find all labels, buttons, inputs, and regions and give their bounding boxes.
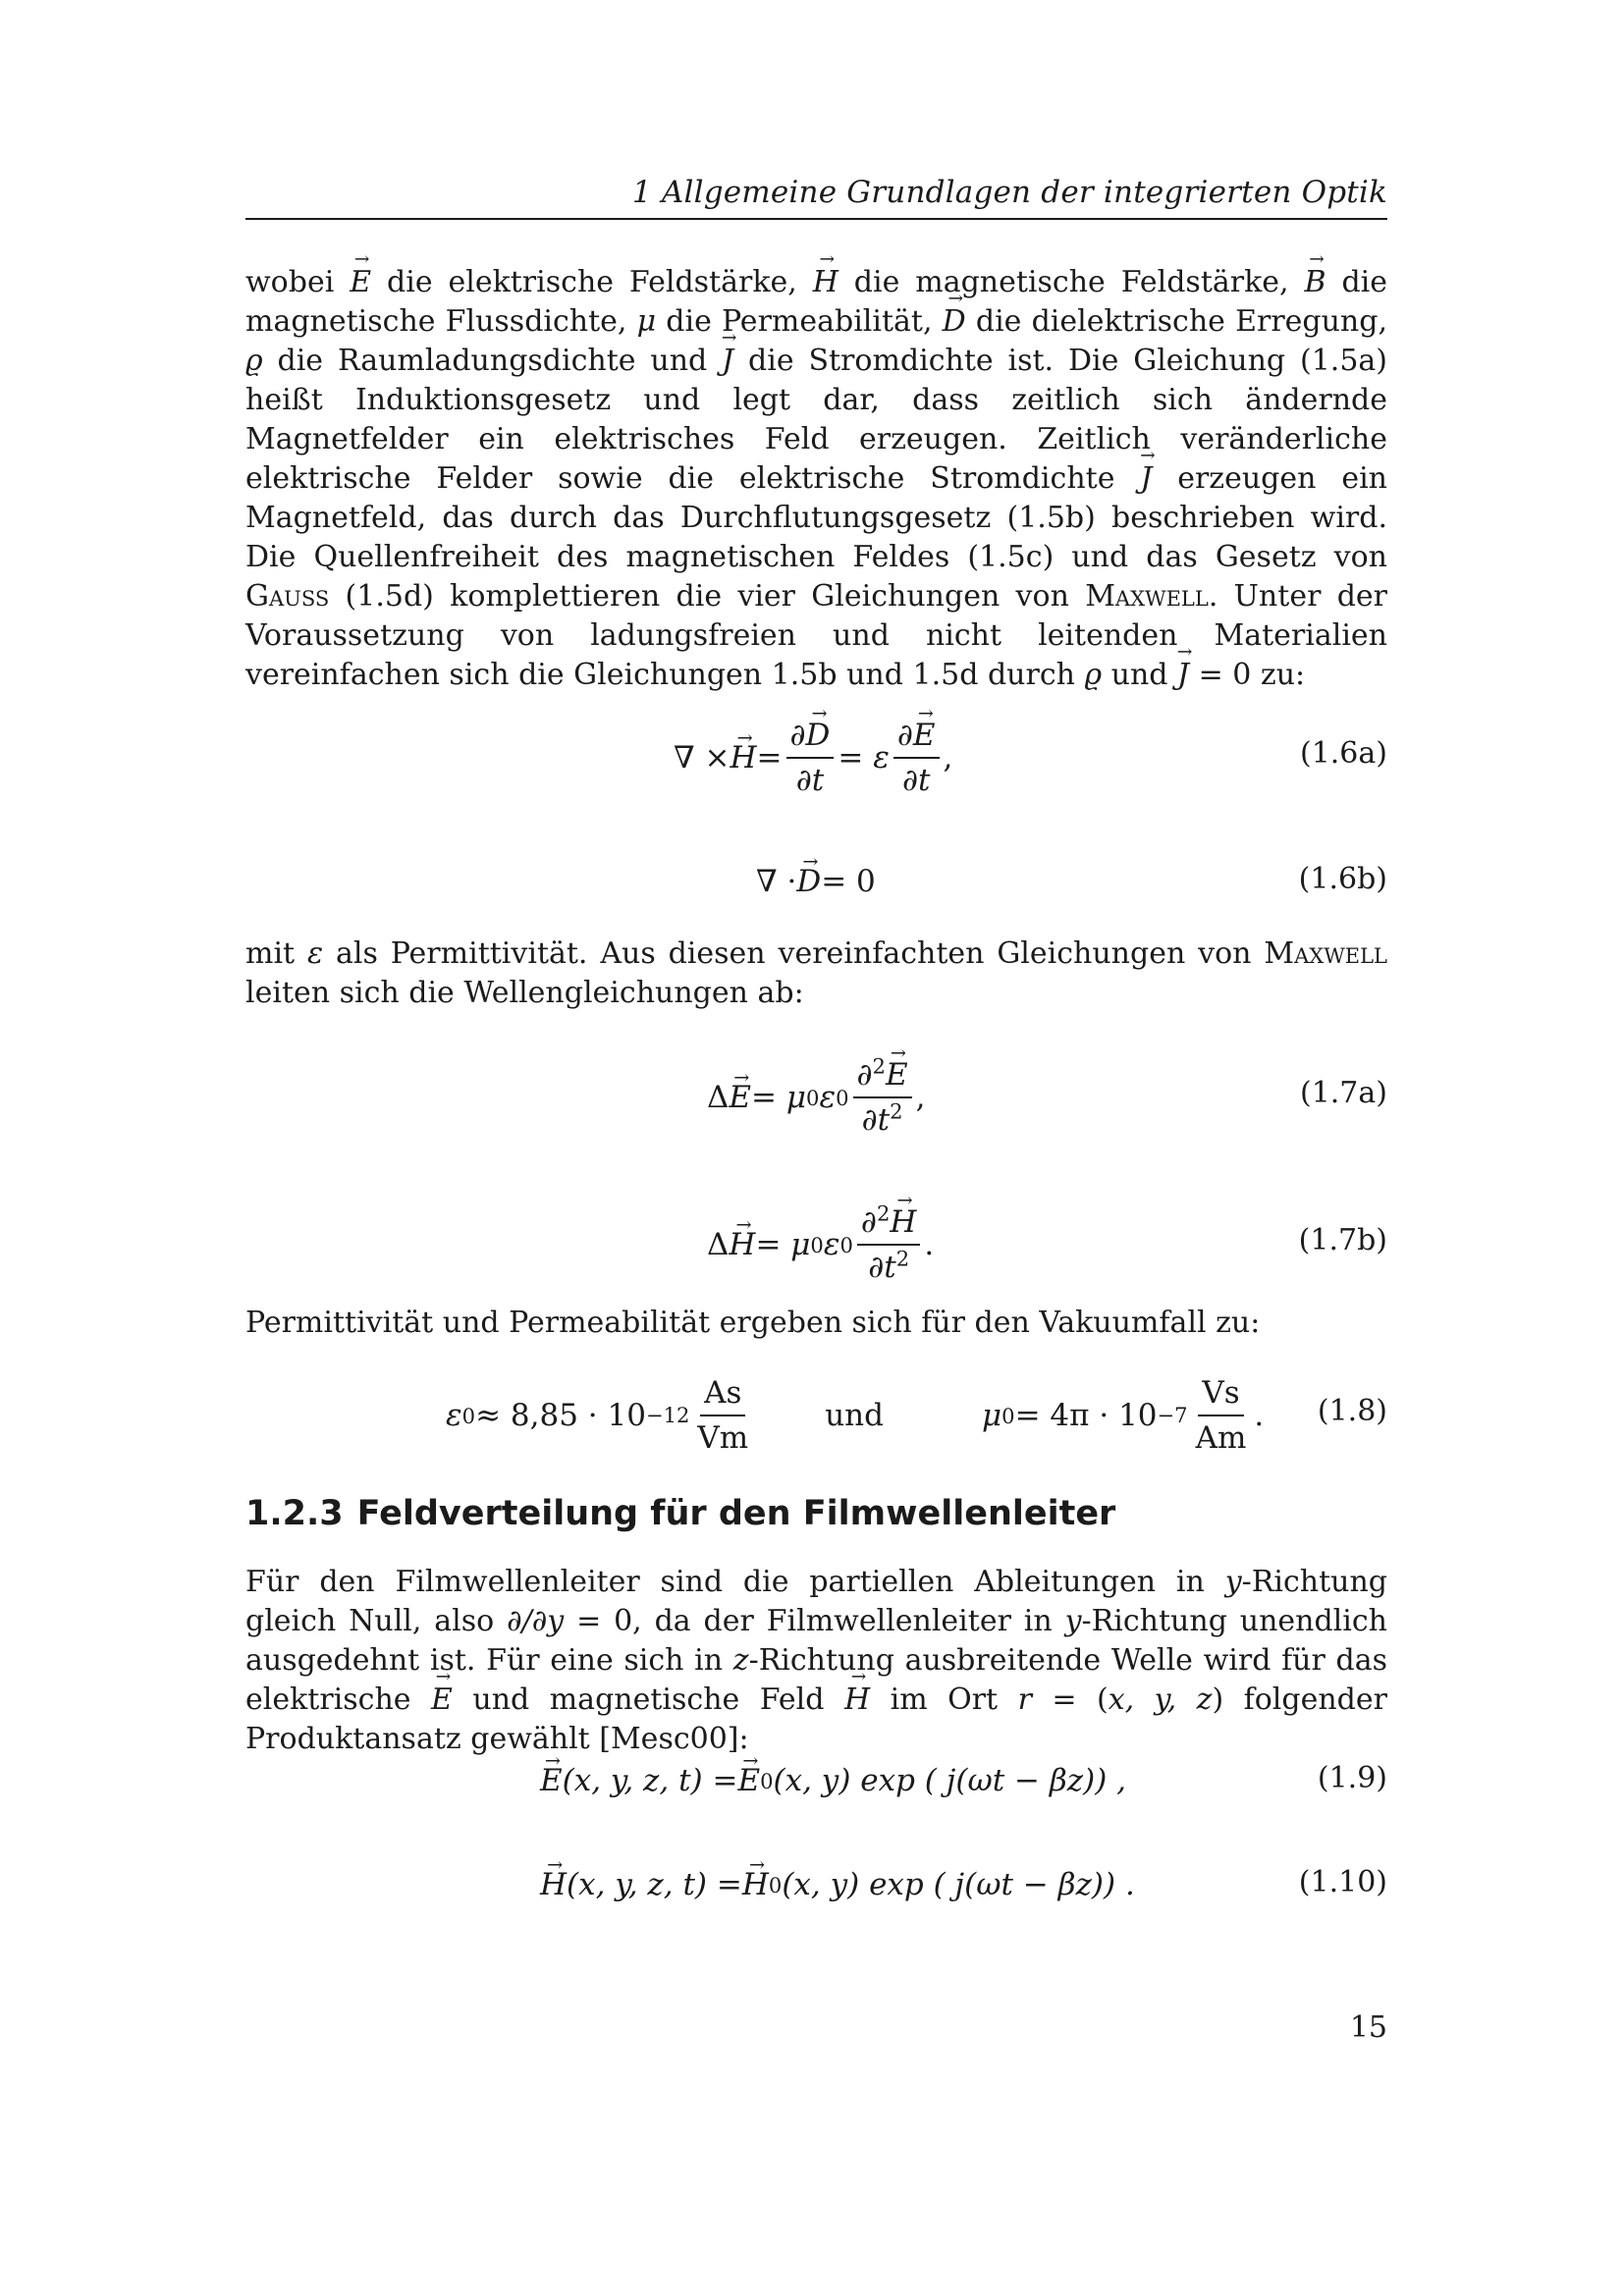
fraction-dE-dt: $\frac{\partial\to E}{\partial t}$ bbox=[893, 716, 940, 800]
equation-number: (1.10) bbox=[1298, 1865, 1387, 1899]
equation-1-7a: Δ → E = μ 0 ε 0 $\frac{\partial^2\to E}{\partial t^2}$ , (1.7a) bbox=[245, 1048, 1387, 1147]
section-heading: 1.2.3 Feldverteilung für den Filmwellenleiter bbox=[245, 1494, 1116, 1533]
equation-1-6b: ∇ · → D = 0 (1.6b) bbox=[245, 860, 1387, 903]
equation-1-6a: ∇ × → H = $\frac{\partial\to D}{\partial t}$ = ε $\frac{\partial\to E}{\partial t}$ , (1.6a) bbox=[245, 709, 1387, 807]
equation-number: (1.8) bbox=[1317, 1394, 1387, 1428]
equation-1-9: → E (x, y, z, t) = → E 0 (x, y) exp ( j(ωt − βz)) , (1.9) bbox=[245, 1757, 1387, 1804]
running-header: 1 Allgemeine Grundlagen der integrierten Optik bbox=[631, 175, 1387, 210]
paragraph-film-waveguide: Für den Filmwellenleiter sind die partiellen Ableitungen in y-Richtung gleich Null, also ∂/∂y = 0, da der Filmwellenleiter in y-Richtung unendlich ausgedehnt ist. Für eine sich in z-Richtung ausbreitende Welle wird für das elektrische → E und magnetische Feld → H im Ort r = (x, y, z) folgender Produktansatz gewählt [Mesc00]: bbox=[245, 1563, 1387, 1759]
equation-1-8: ε 0 ≈ 8,85 · 10 −12 $\frac{As}{Vm}$ und μ 0 = 4π · 10 −7 $\frac{Vs}{Am}$ . (1.8) bbox=[446, 1375, 1387, 1456]
equation-number: (1.7b) bbox=[1298, 1223, 1387, 1257]
fraction-unit-as-vm: $\frac{As}{Vm}$ bbox=[697, 1375, 749, 1456]
fraction-d2H-dt2: $\frac{\partial^2\to H}{\partial t^2}$ bbox=[857, 1202, 921, 1287]
equation-1-10: → H (x, y, z, t) = → H 0 (x, y) exp ( j(ωt − βz)) . (1.10) bbox=[245, 1861, 1387, 1908]
paragraph-field-definitions: wobei → E die elektrische Feldstärke, → H die magnetische Feldstärke, → B die magnetische Flussdichte, μ die Permeabilität, → D die dielektrische Erregung, ϱ die Raumladungsdichte und → J die Stromdichte ist. Die Gleichung (1.5a) heißt Induktionsgesetz und legt dar, dass zeitlich sich ändernde Magnetfelder ein elektrisches Feld erzeugen. Zeitlich veränderliche elektrische Felder sowie die elektrische Stromdichte → J erzeugen ein Magnetfeld, das durch das Durchflutungsgesetz (1.5b) beschrieben wird. Die Quellenfreiheit des magnetischen Feldes (1.5c) und das Gesetz von Gauss (1.5d) komplettieren die vier Gleichungen von Maxwell. Unter der Voraussetzung von ladungsfreien und nicht leitenden Materialien vereinfachen sich die Gleichungen 1.5b und 1.5d durch ϱ und → J = 0 zu: bbox=[245, 263, 1387, 695]
page-number: 15 bbox=[1349, 2010, 1387, 2045]
equation-number: (1.6b) bbox=[1298, 862, 1387, 896]
fraction-d2E-dt2: $\frac{\partial^2\to E}{\partial t^2}$ bbox=[853, 1055, 912, 1140]
equation-number: (1.9) bbox=[1317, 1761, 1387, 1795]
equation-1-7b: Δ → H = μ 0 ε 0 $\frac{\partial^2\to H}{\partial t^2}$ . (1.7b) bbox=[245, 1196, 1387, 1294]
equation-number: (1.6a) bbox=[1299, 736, 1387, 771]
header-rule bbox=[245, 218, 1387, 220]
fraction-unit-vs-am: $\frac{Vs}{Am}$ bbox=[1195, 1375, 1247, 1456]
paragraph-vacuum-constants: Permittivität und Permeabilität ergeben sich für den Vakuumfall zu: bbox=[245, 1306, 1261, 1340]
paragraph-wave-equations-intro: mit ε als Permittivität. Aus diesen vereinfachten Gleichungen von Maxwell leiten sich die Wellengleichungen ab: bbox=[245, 936, 1387, 1010]
fraction-dD-dt: $\frac{\partial\to D}{\partial t}$ bbox=[786, 716, 835, 800]
equation-number: (1.7a) bbox=[1299, 1076, 1387, 1110]
